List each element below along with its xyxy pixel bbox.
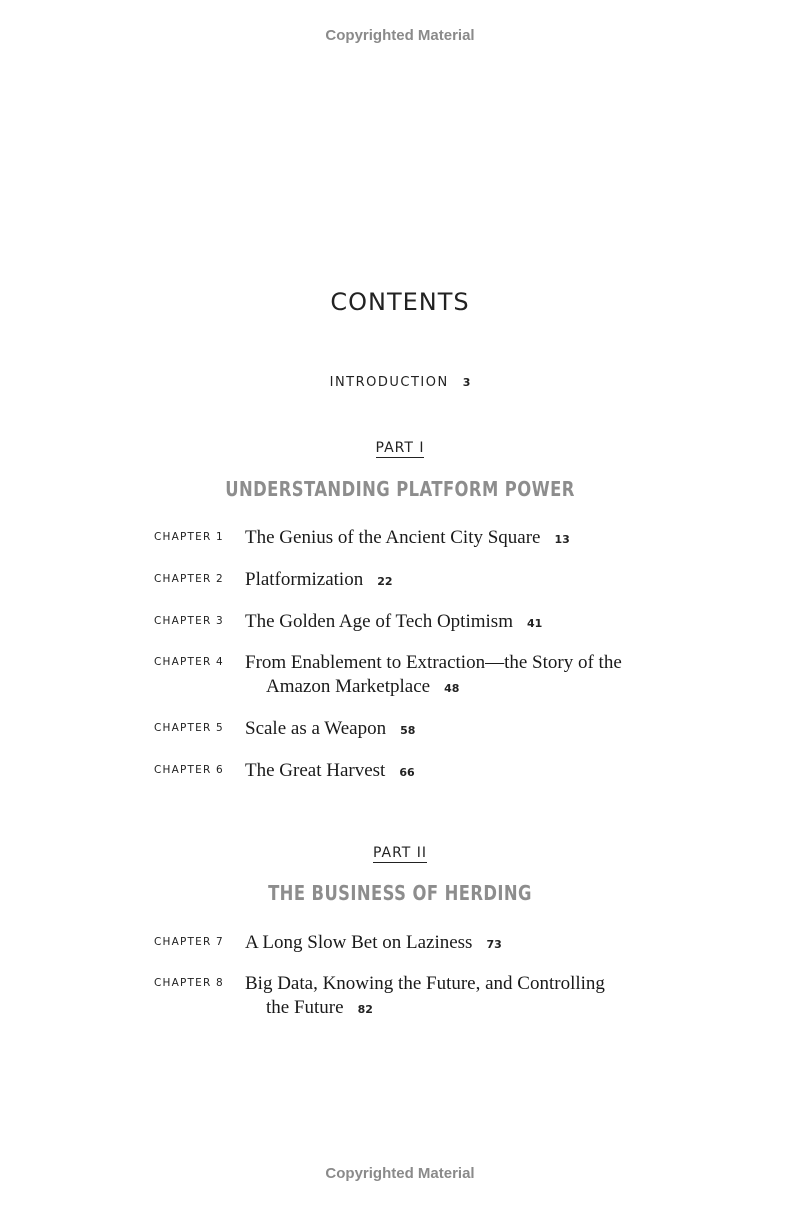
part-2-heading: THE BUSINESS OF HERDING (268, 881, 532, 905)
chapter-page-number: 66 (399, 766, 415, 779)
chapter-label: CHAPTER 5 (154, 722, 224, 734)
part-1-heading: UNDERSTANDING PLATFORM POWER (225, 477, 575, 501)
chapter-title: Scale as a Weapon 58 (245, 718, 416, 739)
chapter-page-number: 41 (526, 617, 543, 630)
chapter-page-number: 22 (377, 575, 393, 588)
chapter-page-number: 48 (444, 682, 460, 695)
chapter-label: CHAPTER 6 (154, 764, 224, 776)
chapter-title: From Enablement to Extraction—the Story of the Amazon Marketplace 48 (245, 652, 622, 697)
part-2-label-text: PART II (372, 845, 428, 861)
part-1-label (0, 440, 800, 456)
chapter-page-number: 13 (554, 533, 570, 546)
introduction-page-number: 3 (462, 376, 471, 389)
chapter-page-number: 82 (357, 1003, 373, 1016)
chapter-title: The Golden Age of Tech Optimism 41 (245, 611, 543, 632)
chapter-title: The Great Harvest 66 (245, 760, 415, 781)
contents-title: CONTENTS (330, 288, 470, 316)
chapter-title: Big Data, Knowing the Future, and Controlling the Future 82 (245, 973, 605, 1018)
part-2-label (0, 845, 800, 861)
chapter-label: CHAPTER 1 (154, 531, 224, 543)
chapter-page-number: 58 (400, 724, 416, 737)
introduction-label: INTRODUCTION (329, 375, 449, 390)
chapter-label: CHAPTER 8 (154, 977, 224, 989)
chapter-label: CHAPTER 7 (154, 936, 224, 948)
chapter-page-number: 73 (486, 938, 502, 951)
chapter-label: CHAPTER 3 (154, 615, 224, 627)
part-1-label-text: PART I (375, 440, 425, 456)
chapter-title: Platformization 22 (245, 569, 393, 590)
toc-entry-introduction[interactable] (0, 375, 800, 390)
copyright-watermark-bottom: Copyrighted Material (325, 1165, 475, 1182)
chapter-title: A Long Slow Bet on Laziness 73 (245, 932, 502, 953)
chapter-title: The Genius of the Ancient City Square 13 (245, 527, 570, 548)
chapter-label: CHAPTER 2 (154, 573, 224, 585)
copyright-watermark-top: Copyrighted Material (325, 27, 475, 44)
chapter-label: CHAPTER 4 (154, 656, 224, 668)
